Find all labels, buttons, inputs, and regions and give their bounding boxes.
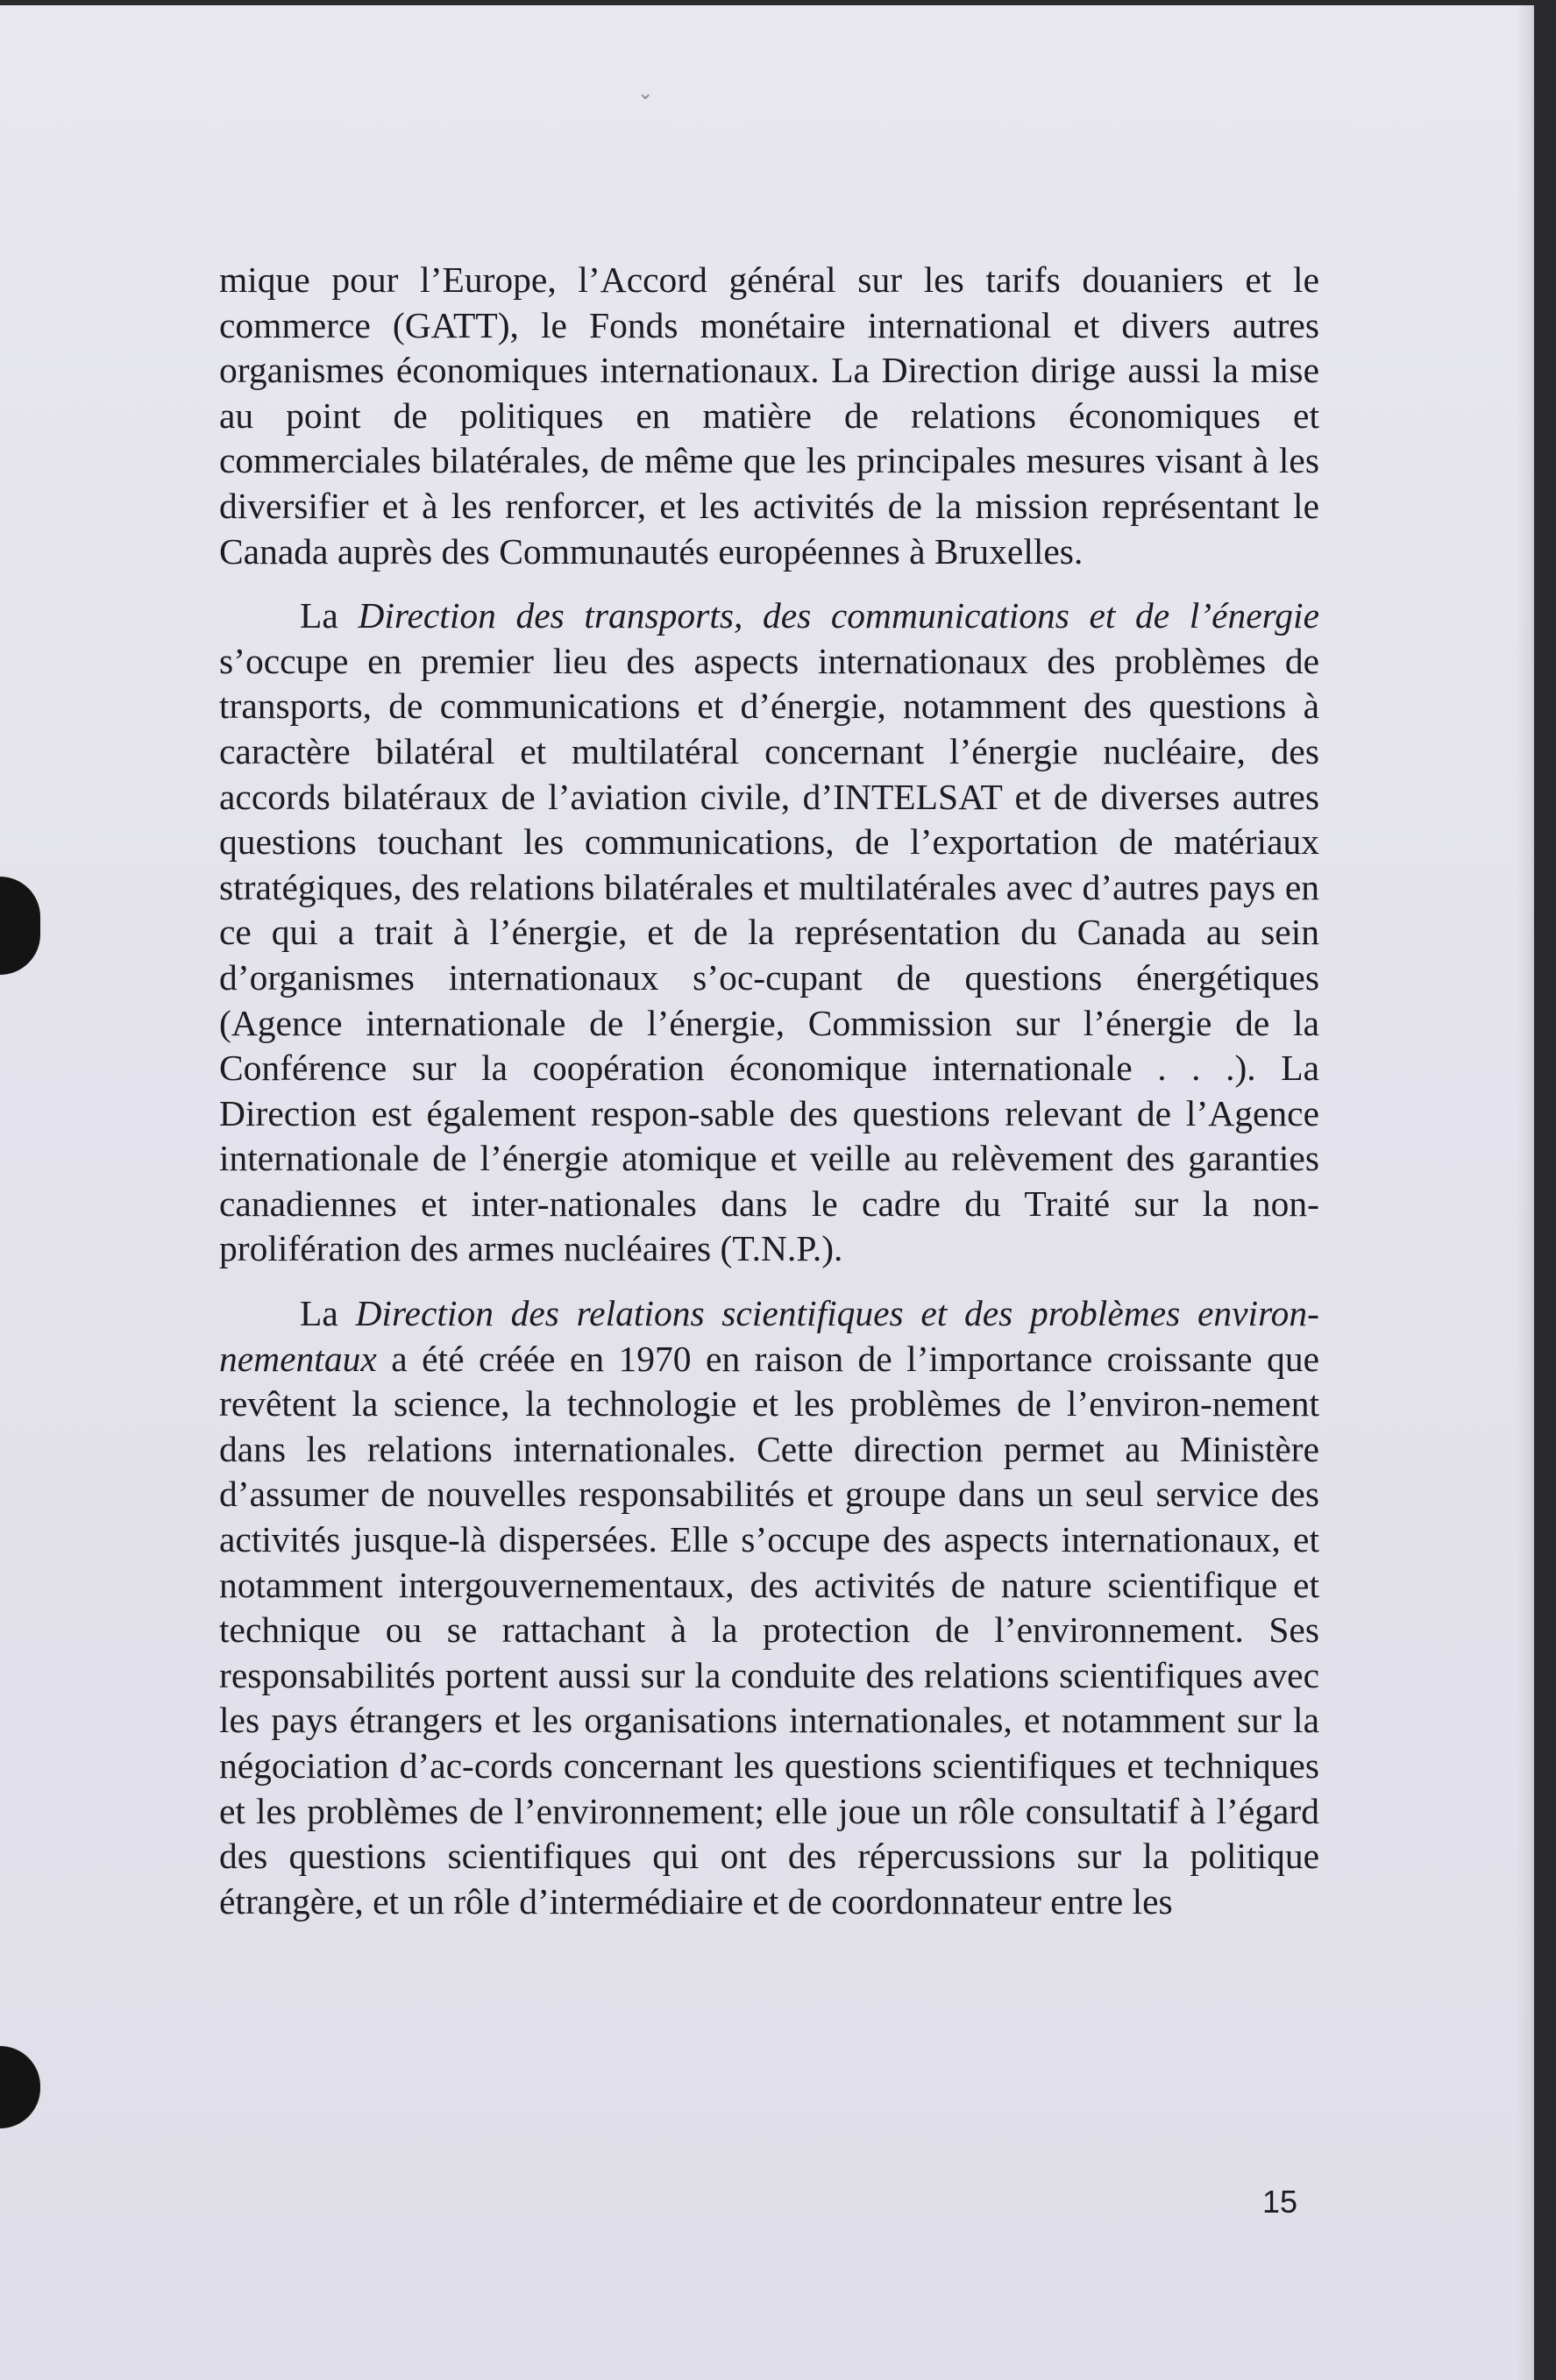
paragraph-2-lead: La (300, 595, 359, 636)
paragraph-1 (219, 258, 1319, 574)
paragraph-1-text: mique pour l’Europe, l’Accord général sur les tarifs douaniers et le commerce (GATT), le Fonds monétaire international et divers autres organismes économiques internationaux. La Direction dirige aussi la mise au point de politiques en matière de relations économiques et commerciales bilatérales, de même que les principales mesures visant à les diversifier et à les renforcer, et les activités de la mission représentant le Canada auprès des Communautés européennes à Bruxelles. (219, 259, 1319, 572)
document-page (0, 5, 1534, 2380)
paragraph-3-lead: La (300, 1293, 356, 1334)
paragraph-3-text: a été créée en 1970 en raison de l’importance croissante que revêtent la science, la technologie et les problèmes de l’environ-nement dans les relations internationales. Cette direction permet au Ministère d’assumer de nouvelles responsabilités et groupe dans un seul service des activités jusque-là dispersées. Elle s’occupe des aspects internationaux, et notamment intergouvernementaux, des activités de nature scientifique et technique ou se rattachant à la protection de l’environnement. Ses responsabilités portent aussi sur la conduite des relations scientifiques avec les pays étrangers et les organisations internationales, et notamment sur la négociation d’ac-cords concernant les questions scientifiques et techniques et les problèmes de l’environnement; elle joue un rôle consultatif à l’égard des questions scientifiques qui ont des répercussions sur la politique étrangère, et un rôle d’intermédiaire et de coordonnateur entre les (219, 1338, 1319, 1922)
pencil-mark: ⌄ (637, 82, 654, 104)
paragraph-3 (219, 1291, 1319, 1924)
binder-hole-bottom (0, 2046, 40, 2128)
paragraph-2-heading: Direction des transports, des communications et de l’énergie (358, 595, 1319, 636)
paragraph-2-text: s’occupe en premier lieu des aspects internationaux des problèmes de transports, de communications et d’énergie, notamment des questions à caractère bilatéral et multilatéral concernant l’énergie nucléaire, des accords bilatéraux de l’aviation civile, d’INTELSAT et de diverses autres questions touchant les communications, de l’exportation de matériaux stratégiques, des relations bilatérales et multilatérales avec d’autres pays en ce qui a trait à l’énergie, et de la représentation du Canada au sein d’organismes internationaux s’oc-cupant de questions énergétiques (Agence internationale de l’énergie, Commission sur l’énergie de la Conférence sur la coopération économique internationale . . .). La Direction est également respon-sable des questions relevant de l’Agence internationale de l’énergie atomique et veille au relèvement des garanties canadiennes et inter-nationales dans le cadre du Traité sur la non-prolifération des armes nucléaires (T.N.P.). (219, 640, 1319, 1269)
paragraph-2 (219, 593, 1319, 1272)
binder-hole-top (0, 877, 40, 975)
body-text (219, 258, 1319, 1924)
paragraph-3-heading: Direction des relations scientifiques et des problèmes environ-nementaux (219, 1293, 1319, 1379)
page-number: 15 (1262, 2184, 1298, 2220)
page-edge-shadow (1517, 5, 1532, 2380)
